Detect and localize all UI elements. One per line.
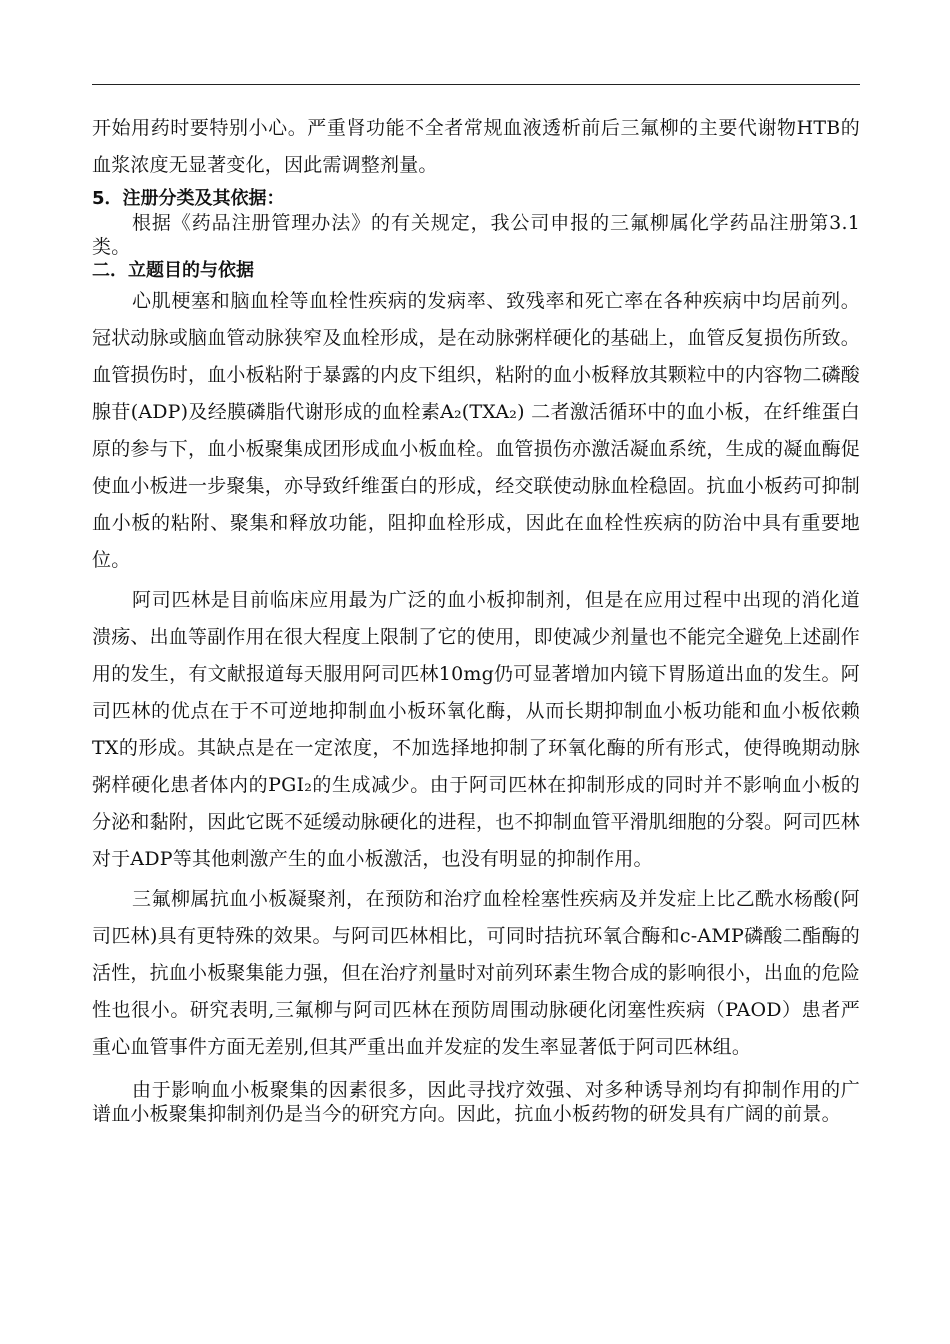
section-heading-purpose: 二．立题目的与依据	[92, 260, 254, 281]
paragraph-outlook: 由于影响血小板聚集的因素很多，因此寻找疗效强、对多种诱导剂均有抑制作用的广谱血小板聚集抑制剂仍是当今的研究方向。因此，抗血小板药物的研发具有广阔的前景。	[92, 1079, 860, 1125]
section-heading-registration: 5．注册分类及其依据：	[92, 188, 285, 209]
paragraph-aspirin: 阿司匹林是目前临床应用最为广泛的血小板抑制剂，但是在应用过程中出现的消化道溃疡、出血等副作用在很大程度上限制了它的使用，即使减少剂量也不能完全避免上述副作用的发生，有文献报道每天服用阿司匹林10mg仍可显著增加内镜下胃肠道出血的发生。阿司匹林的优点在于不可逆地抑制血小板环氧化酶，从而长期抑制血小板功能和血小板依赖TX的形成。其缺点是在一定浓度，不加选择地抑制了环氧化酶的所有形式，使得晚期动脉粥样硬化患者体内的PGI₂的生成减少。由于阿司匹林在抑制形成的同时并不影响血小板的分泌和黏附，因此它既不延缓动脉硬化的进程，也不抑制血管平滑肌细胞的分裂。阿司匹林对于ADP等其他刺激产生的血小板激活，也没有明显的抑制作用。	[92, 589, 861, 870]
paragraph-registration: 根据《药品注册管理办法》的有关规定，我公司申报的三氟柳属化学药品注册第3.1类。	[92, 212, 860, 258]
header-rule	[92, 84, 860, 85]
paragraph-continuation: 开始用药时要特别小心。严重肾功能不全者常规血液透析前后三氟柳的主要代谢物HTB的血浆浓度无显著变化，因此需调整剂量。	[92, 117, 860, 176]
paragraph-thrombosis: 心肌梗塞和脑血栓等血栓性疾病的发病率、致残率和死亡率在各种疾病中均居前列。冠状动脉或脑血管动脉狭窄及血栓形成，是在动脉粥样硬化的基础上，血管反复损伤所致。血管损伤时，血小板粘附于暴露的内皮下组织，粘附的血小板释放其颗粒中的内容物二磷酸腺苷(ADP)及经膜磷脂代谢形成的血栓素A₂(TXA₂) 二者激活循环中的血小板，在纤维蛋白原的参与下，血小板聚集成团形成血小板血栓。血管损伤亦激活凝血系统，生成的凝血酶促使血小板进一步聚集，亦导致纤维蛋白的形成，经交联使动脉血栓稳固。抗血小板药可抑制血小板的粘附、聚集和释放功能，阻抑血栓形成，因此在血栓性疾病的防治中具有重要地位。	[92, 290, 861, 571]
paragraph-triflusal: 三氟柳属抗血小板凝聚剂，在预防和治疗血栓栓塞性疾病及并发症上比乙酰水杨酸(阿司匹林)具有更特殊的效果。与阿司匹林相比，可同时拮抗环氧合酶和c-AMP磷酸二酯酶的活性，抗血小板聚集能力强，但在治疗剂量时对前列环素生物合成的影响很小，出血的危险性也很小。研究表明,三氟柳与阿司匹林在预防周围动脉硬化闭塞性疾病（PAOD）患者严重心血管事件方面无差别,但其严重出血并发症的发生率显著低于阿司匹林组。	[92, 888, 861, 1058]
document-body	[92, 110, 860, 1126]
